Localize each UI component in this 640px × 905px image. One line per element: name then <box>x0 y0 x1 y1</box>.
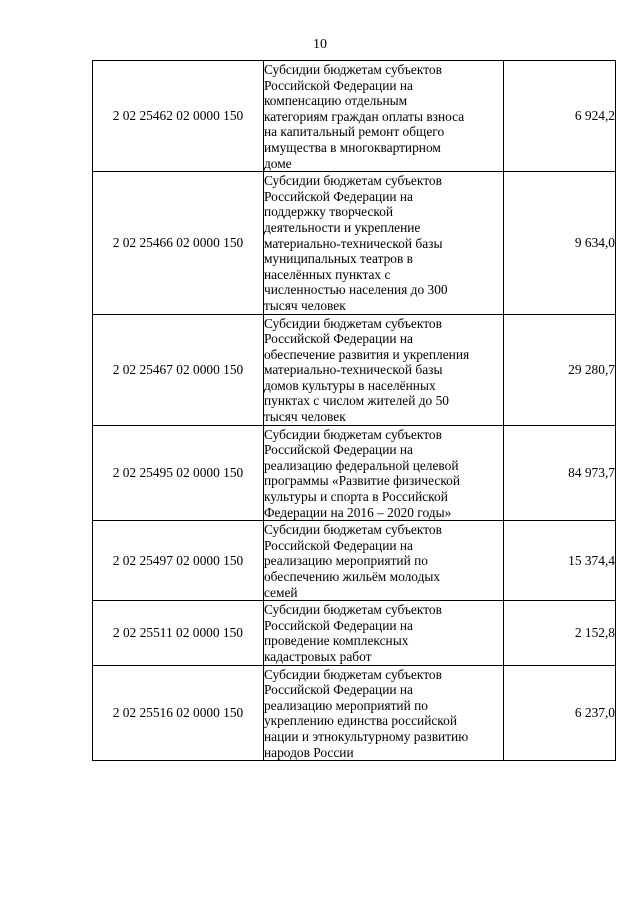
description-text: Субсидии бюджетам субъектов Российской Федерации на обеспечение развития и укрепления материально-технической базы домов культуры в населённых пунктах с числом жителей до 50 тысяч человек <box>263 315 470 425</box>
amount-cell: 29 280,7 <box>503 314 615 425</box>
table-row <box>93 314 616 425</box>
budget-code-cell: 2 02 25511 02 0000 150 <box>93 601 264 665</box>
table-row <box>93 172 616 314</box>
budget-code-cell: 2 02 25466 02 0000 150 <box>93 172 264 314</box>
budget-code-cell: 2 02 25497 02 0000 150 <box>93 521 264 601</box>
table-row <box>93 425 616 521</box>
description-text: Субсидии бюджетам субъектов Российской Федерации на компенсацию отдельным категориям граждан оплаты взноса на капитальный ремонт общего имущества в многоквартирном доме <box>263 62 465 171</box>
budget-code-cell: 2 02 25467 02 0000 150 <box>93 314 264 425</box>
table-row <box>93 601 616 665</box>
description-cell <box>263 521 503 601</box>
description-cell <box>263 314 503 425</box>
page-number: 10 <box>313 37 327 52</box>
description-cell <box>263 425 503 521</box>
budget-table <box>92 60 616 761</box>
budget-code-cell: 2 02 25516 02 0000 150 <box>93 665 264 761</box>
amount-cell: 6 237,0 <box>503 665 615 761</box>
description-cell <box>263 172 503 314</box>
description-text: Субсидии бюджетам субъектов Российской Федерации на поддержку творческой деятельности и укрепление материально-технической базы муниципальных театров в населённых пунктах с численностью населения до 300 тысяч человек <box>263 173 448 313</box>
amount-cell: 6 924,2 <box>503 61 615 172</box>
amount-cell: 2 152,8 <box>503 601 615 665</box>
budget-code-cell: 2 02 25462 02 0000 150 <box>93 61 264 172</box>
description-text: Субсидии бюджетам субъектов Российской Федерации на реализацию мероприятий по обеспечению жильём молодых семей <box>263 522 442 600</box>
table-row <box>93 665 616 761</box>
amount-cell: 9 634,0 <box>503 172 615 314</box>
table-row <box>93 521 616 601</box>
amount-cell: 15 374,4 <box>503 521 615 601</box>
budget-code-cell: 2 02 25495 02 0000 150 <box>93 425 264 521</box>
amount-cell: 84 973,7 <box>503 425 615 521</box>
description-text: Субсидии бюджетам субъектов Российской Федерации на реализацию мероприятий по укреплению единства российской нации и этнокультурному развитию народов России <box>263 666 469 760</box>
description-text: Субсидии бюджетам субъектов Российской Федерации на проведение комплексных кадастровых работ <box>263 602 442 664</box>
description-cell <box>263 61 503 172</box>
description-cell <box>263 601 503 665</box>
description-cell <box>263 665 503 761</box>
description-text: Субсидии бюджетам субъектов Российской Федерации на реализацию федеральной целевой программы «Развитие физической культуры и спорта в Российской Федерации на 2016 – 2020 годы» <box>263 426 461 520</box>
table-row <box>93 61 616 172</box>
